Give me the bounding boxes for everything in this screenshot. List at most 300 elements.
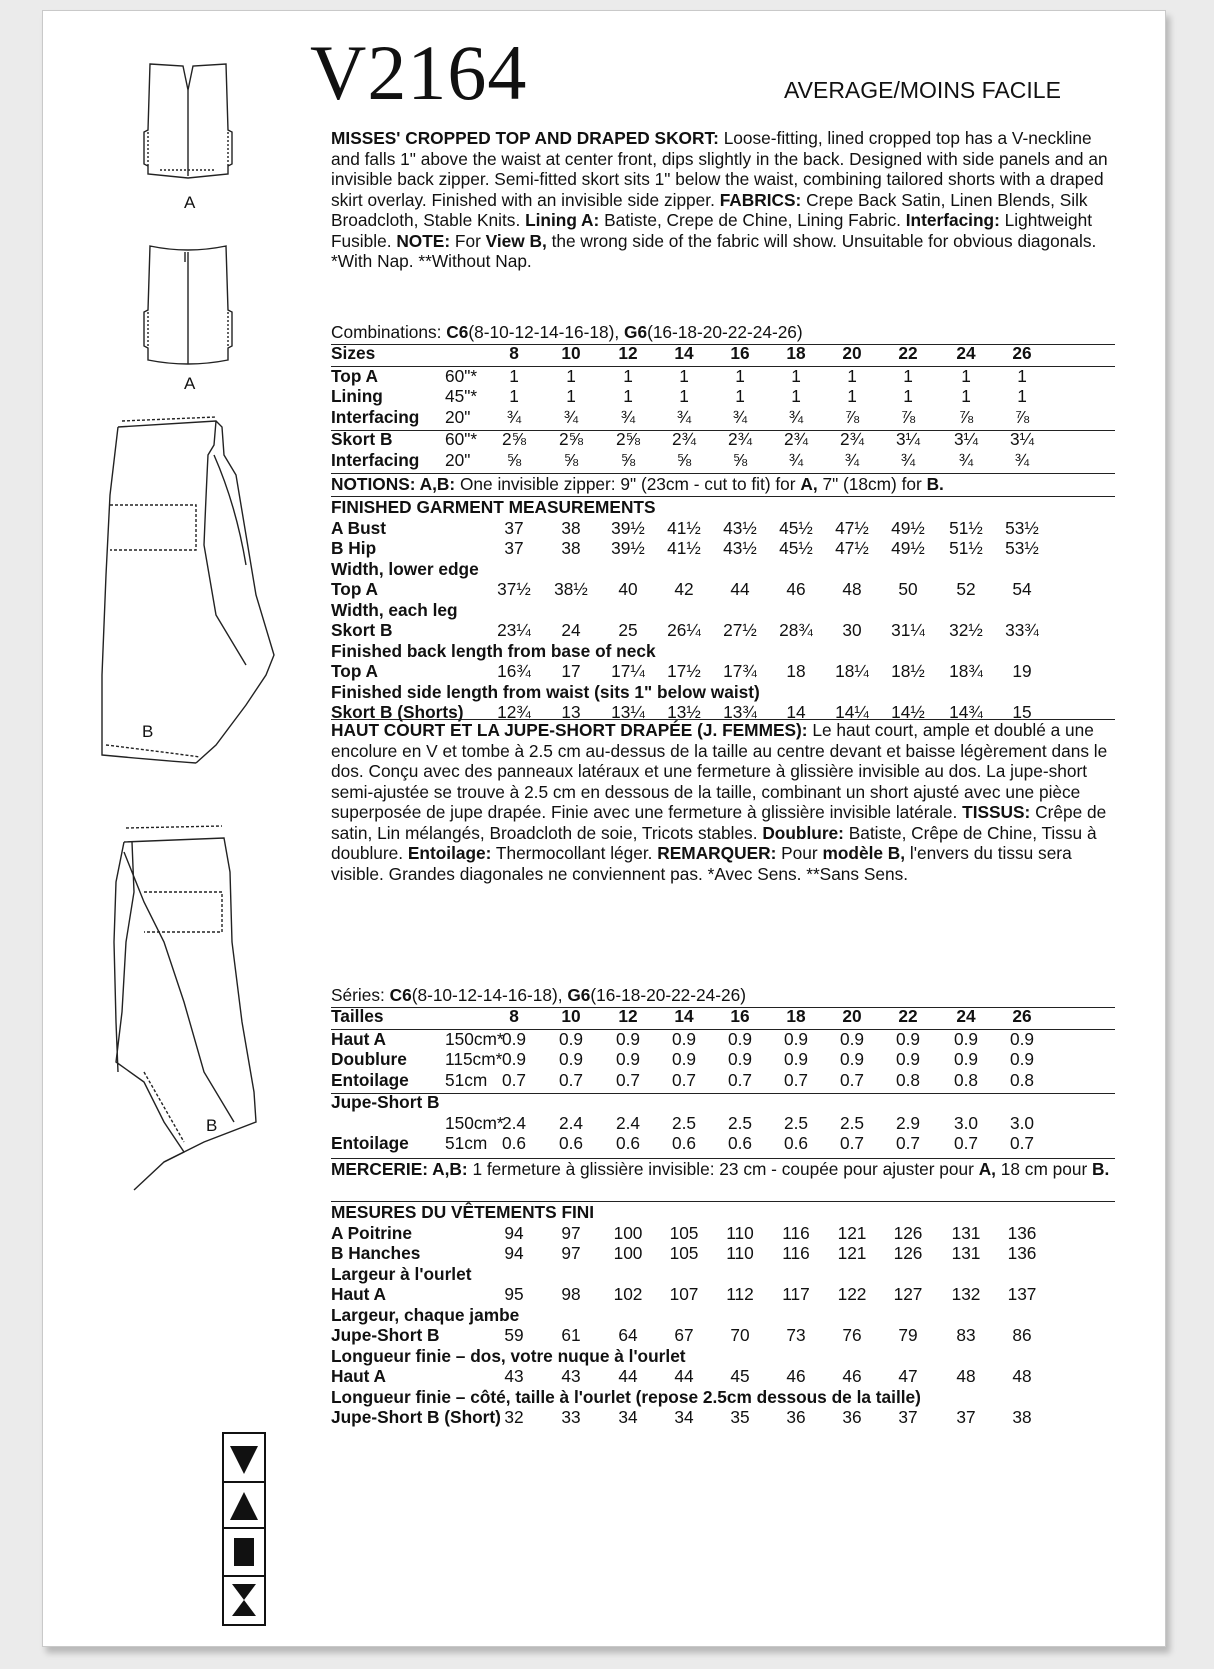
cell-value: 12 [618,1006,638,1026]
measurements-title [331,1202,1115,1223]
cell-value: 14¼ [835,702,869,722]
cell-value: 132 [951,1284,981,1304]
cell-value: 23¼ [497,620,531,640]
view-label-b-back: B [206,1116,218,1135]
cell-value: 1 [623,386,633,406]
cell-value: 1 [735,386,745,406]
measurement-row [331,518,1115,539]
french-description: HAUT COURT ET LA JUPE-SHORT DRAPÉE (J. FEMMES): Le haut court, ample et doublé a une encolure en V et tombe à 2.5 cm au-dessus de la taille au centre devant et baisse légèrement dans le dos. Conçu avec des panneaux latéraux et une fermeture à glissière invisible au dos. La jupe-short semi-ajustée se trouve à 2.5 cm en dessous de la taille, combinant un short ajusté avec une pièce superposée de jupe drapée. Finie avec une fermeture à glissière invisible latérale. TISSUS: Crêpe de satin, Lin mélangés, Broadcloth de soie, Tricots stables. Doublure: Batiste, Crêpe de Chine, Tissu à doublure. Entoilage: Thermocollant léger. REMARQUER: Pour modèle B, l'envers du tissu sera visible. Grandes diagonales ne conviennent pas. *Avec Sens. **Sans Sens. [331,720,1108,884]
cell-value: 0.9 [558,1049,584,1069]
sizes-header-row [331,343,1115,364]
cell-value: 47 [898,1366,918,1386]
cell-value: 105 [669,1243,699,1263]
row-label: Jupe-Short B (Short) [331,1407,501,1427]
cell-value: 1 [903,365,913,386]
cell-value: 0.7 [1009,1133,1035,1153]
cell-value: 47½ [835,517,869,538]
french-title: HAUT COURT ET LA JUPE-SHORT DRAPÉE (J. FEMMES): [331,720,808,740]
english-measurements-table [331,497,1115,723]
cell-value: 0.7 [839,1069,865,1090]
cell-value: ⅞ [900,406,916,427]
cell-value: 0.9 [501,1049,527,1069]
cell-value: ¾ [844,449,860,470]
cell-value: 2.5 [727,1112,753,1133]
cell-value: ¾ [788,449,804,470]
divider [331,344,1115,345]
difficulty-label: AVERAGE/MOINS FACILE [784,77,1061,103]
cell-value: 0.6 [615,1133,641,1153]
cell-value: 0.9 [727,1028,753,1049]
cell-value: ⅞ [844,406,860,427]
cell-value: 0.6 [671,1133,697,1153]
cell-value: 48 [956,1366,976,1386]
row-label: Haut A [331,1284,387,1304]
cell-value: 0.9 [671,1049,697,1069]
cell-value: 3¼ [895,429,921,449]
cell-value: 112 [726,1284,754,1304]
french-notions: MERCERIE: A,B: 1 fermeture à glissière invisible: 23 cm - coupée pour ajuster pour A, 18 cm pour B. [331,1159,1110,1179]
fabric-width: 51cm [445,1133,488,1153]
row-label: Skort B [331,429,393,449]
french-combinations: Séries: C6(8-10-12-14-16-18), G6(16-18-20-22-24-26) [331,985,747,1005]
cell-value: 51½ [949,538,983,558]
cell-value: 97 [561,1222,581,1243]
cell-value: 0.7 [671,1069,697,1090]
cell-value: 0.7 [727,1069,753,1090]
cell-value: 44 [674,1366,694,1386]
cell-value: 3¼ [953,429,979,449]
cell-value: 102 [613,1284,643,1304]
cell-value: 18¼ [835,661,869,681]
cell-value: 1 [847,386,857,406]
cell-value: ¾ [788,406,804,427]
cell-value: 2.4 [501,1112,527,1133]
cell-value: 8 [509,343,519,363]
cell-value: 13¼ [611,702,645,722]
cell-value: ⅞ [958,406,974,427]
cell-value: 37 [956,1407,976,1427]
cell-value: 38½ [554,579,588,599]
cell-value: 1 [903,386,913,406]
cell-value: ⅝ [506,449,522,470]
cell-value: 24 [561,620,581,640]
cell-value: 67 [674,1325,694,1345]
fabric-width: 60"* [445,429,478,449]
row-label: Top A [331,579,379,599]
cell-value: 131 [951,1222,981,1243]
cell-value: 0.8 [1009,1069,1035,1090]
cell-value: 116 [782,1243,810,1263]
fabric-width: 20" [445,449,471,470]
cell-value: ¾ [506,406,522,427]
cell-value: 0.9 [727,1049,753,1069]
cell-value: 64 [618,1325,638,1345]
cell-value: ¾ [1014,449,1030,470]
cell-value: 33¾ [1005,620,1039,640]
cell-value: 45½ [779,538,813,558]
cell-value: 15 [1012,702,1032,722]
row-label: A Poitrine [331,1222,412,1243]
cell-value: 27½ [723,620,757,640]
cell-value: 73 [786,1325,806,1345]
cell-value: 22 [898,1006,918,1026]
fabric-width: 150cm* [445,1028,504,1049]
cell-value: 37 [898,1407,918,1427]
cell-value: 13½ [667,702,701,722]
cell-value: 48 [1012,1366,1032,1386]
measurement-row [331,1284,1115,1305]
cell-value: 0.7 [615,1069,641,1090]
cell-value: 2.5 [783,1112,809,1133]
cell-value: 26¼ [667,620,701,640]
square-icon [234,1538,254,1566]
cell-value: 17¼ [611,661,645,681]
row-label: Finished back length from base of neck [331,640,656,661]
cell-value: 86 [1012,1325,1032,1345]
row-label: Haut A [331,1366,387,1386]
row-label: Width, each leg [331,599,458,620]
view-label-a-back: A [184,374,196,393]
cell-value: 41½ [667,517,701,538]
row-label: A Bust [331,517,387,538]
row-label: Top A [331,365,379,386]
cell-value: ¾ [676,406,692,427]
cell-value: 136 [1007,1222,1037,1243]
row-label: Entoilage [331,1133,409,1153]
cell-value: ⅝ [620,449,636,470]
cell-value: 117 [782,1284,810,1304]
cell-value: 45 [730,1366,750,1386]
cell-value: 10 [561,1006,581,1026]
cell-value: 0.9 [953,1028,979,1049]
cell-value: 14 [674,343,694,363]
row-label: Largeur, chaque jambe [331,1304,520,1325]
row-label: Sizes [331,343,376,363]
cell-value: 45½ [779,517,813,538]
cell-value: 42 [674,579,694,599]
cell-value: 50 [898,579,918,599]
cell-value: 1 [1017,365,1027,386]
cell-value: 0.6 [727,1133,753,1153]
cell-value: 2¾ [727,429,753,449]
cell-value: ⅝ [563,449,579,470]
cell-value: 131 [951,1243,981,1263]
measurement-row [331,579,1115,600]
cell-value: 16 [730,1006,750,1026]
cell-value: 44 [730,579,750,599]
cell-value: 0.9 [839,1028,865,1049]
cell-value: 0.7 [501,1069,527,1090]
pattern-symbols-box [222,1432,266,1626]
french-measurements-table [331,1202,1115,1428]
row-label: Entoilage [331,1069,409,1090]
cell-value: 39½ [611,517,645,538]
cell-value: 0.8 [895,1069,921,1090]
view-label-b-front: B [142,722,154,741]
cell-value: 47½ [835,538,869,558]
cell-value: 18½ [891,661,925,681]
view-a-front-sketch [128,56,248,186]
cell-value: 1 [961,386,971,406]
cell-value: ¾ [620,406,636,427]
row-label: Jupe-Short B [331,1092,440,1112]
cell-value: ¾ [563,406,579,427]
fabric-width: 60"* [445,365,478,386]
english-title: MISSES' CROPPED TOP AND DRAPED SKORT: [331,128,719,148]
cell-value: 16¾ [497,661,531,681]
english-description: MISSES' CROPPED TOP AND DRAPED SKORT: Loose-fitting, lined cropped top has a V-neckline and falls 1" above the waist at center front, dips slightly in the back. Designed with side panels and an invisible back zipper. Semi-fitted skort sits 1" below the waist, combining tailored shorts with a draped skirt overlay. Finished with an invisible side zipper. FABRICS: Crepe Back Satin, Linen Blends, Silk Broadcloth, Stable Knits. Lining A: Batiste, Crepe de Chine, Lining Fabric. Interfacing: Lightweight Fusible. NOTE: For View B, the wrong side of the fabric will show. Unsuitable for obvious diagonals. *With Nap. **Without Nap. [331,128,1108,271]
row-label: Jupe-Short B [331,1325,440,1345]
cell-value: 43 [561,1366,581,1386]
cell-value: 2¾ [783,429,809,449]
cell-value: 13 [561,702,581,722]
cell-value: 127 [893,1284,923,1304]
cell-value: 0.9 [953,1049,979,1069]
cell-value: 137 [1007,1284,1037,1304]
cell-value: 1 [791,386,801,406]
cell-value: 43½ [723,517,757,538]
cell-value: ¾ [900,449,916,470]
cell-value: 14½ [891,702,925,722]
cell-value: 0.9 [783,1028,809,1049]
cell-value: 95 [504,1284,524,1304]
cell-value: 16 [730,343,750,363]
cell-value: 76 [842,1325,862,1345]
cell-value: 98 [561,1284,581,1304]
cell-value: 53½ [1005,538,1039,558]
cell-value: 26 [1012,343,1032,363]
cell-value: 18¾ [949,661,983,681]
cell-value: ⅝ [676,449,692,470]
view-a-back-sketch [128,240,248,370]
measurement-row [331,1407,1115,1428]
cell-value: 40 [618,579,638,599]
row-label: Interfacing [331,406,420,427]
triangle-up-icon [230,1492,258,1520]
yardage-row [331,429,1115,450]
row-label: Largeur à l'ourlet [331,1263,472,1284]
cell-value: 2⅝ [615,429,641,449]
cell-value: 0.7 [953,1133,979,1153]
cell-value: 35 [730,1407,750,1427]
cell-value: 1 [623,365,633,386]
cell-value: 10 [561,343,581,363]
cell-value: 0.9 [558,1028,584,1049]
divider [331,430,1115,431]
cell-value: 0.8 [953,1069,979,1090]
cell-value: 1 [679,365,689,386]
cell-value: 18 [786,1006,806,1026]
hourglass-icon [232,1584,256,1616]
cell-value: 26 [1012,1006,1032,1026]
cell-value: 79 [898,1325,918,1345]
cell-value: 32 [504,1407,524,1427]
measurement-row [331,1305,1115,1326]
cell-value: 2.4 [558,1112,584,1133]
cell-value: 0.6 [783,1133,809,1153]
cell-value: 59 [504,1325,524,1345]
row-label: Longueur finie – côté, taille à l'ourlet (repose 2.5cm dessous de la taille) [331,1386,921,1407]
cell-value: 13¾ [723,702,757,722]
cell-value: 121 [837,1222,867,1243]
cell-value: 1 [566,386,576,406]
cell-value: 0.6 [501,1133,527,1153]
measurement-row [331,1223,1115,1244]
yardage-row [331,1070,1115,1091]
measurement-row [331,1264,1115,1285]
cell-value: 1 [566,365,576,386]
row-label: B Hip [331,538,377,558]
measurement-row [331,641,1115,662]
cell-value: 46 [786,1366,806,1386]
english-combinations: Combinations: C6(8-10-12-14-16-18), G6(16-18-20-22-24-26) [331,322,803,342]
cell-value: 2.5 [671,1112,697,1133]
cell-value: 2⅝ [558,429,584,449]
cell-value: 14¾ [949,702,983,722]
yardage-row [331,450,1115,471]
cell-value: 43 [504,1366,524,1386]
divider [331,1093,1115,1094]
yardage-row [331,386,1115,407]
row-label: Skort B [331,620,393,640]
cell-value: 0.9 [671,1028,697,1049]
cell-value: 32½ [949,620,983,640]
row-label: Lining [331,386,383,406]
measurement-row [331,1325,1115,1346]
cell-value: 52 [956,579,976,599]
cell-value: 2.4 [615,1112,641,1133]
cell-value: 1 [509,365,519,386]
cell-value: 97 [561,1243,581,1263]
cell-value: 18 [786,661,806,681]
cell-value: 0.9 [783,1049,809,1069]
row-label: Finished side length from waist (sits 1" below waist) [331,681,760,702]
measurement-row [331,600,1115,621]
yardage-row [331,1092,1115,1113]
cell-value: 0.9 [895,1049,921,1069]
cell-value: ¾ [958,449,974,470]
view-label-a-front: A [184,193,196,212]
divider [331,1029,1115,1030]
row-label: Doublure [331,1049,407,1069]
row-label: Tailles [331,1006,384,1026]
cell-value: 0.9 [615,1028,641,1049]
cell-value: 39½ [611,538,645,558]
row-label: Width, lower edge [331,558,479,579]
cell-value: 37 [504,517,524,538]
cell-value: 0.7 [839,1133,865,1153]
yardage-row [331,366,1115,387]
cell-value: 2.5 [839,1112,865,1133]
row-label: FINISHED GARMENT MEASUREMENTS [331,497,656,517]
cell-value: 25 [618,620,638,640]
cell-value: 107 [669,1284,699,1304]
cell-value: 37½ [497,579,531,599]
cell-value: 12¾ [497,702,531,722]
cell-value: 1 [735,365,745,386]
cell-value: 116 [782,1222,810,1243]
cell-value: 37 [504,538,524,558]
cell-value: 30 [842,620,862,640]
cell-value: 43½ [723,538,757,558]
english-yardage-table [331,343,1115,470]
cell-value: 51½ [949,517,983,538]
cell-value: 14 [786,702,806,722]
cell-value: 20 [842,1006,862,1026]
cell-value: 2¾ [839,429,865,449]
cell-value: 12 [618,343,638,363]
cell-value: 121 [837,1243,867,1263]
cell-value: 41½ [667,538,701,558]
measurement-row [331,559,1115,580]
cell-value: 0.9 [1009,1049,1035,1069]
divider [331,366,1115,367]
fabric-width: 20" [445,406,471,427]
cell-value: 2¾ [671,429,697,449]
measurement-row [331,1366,1115,1387]
cell-value: 136 [1007,1243,1037,1263]
cell-value: 19 [1012,661,1032,681]
sizes-header-row [331,1006,1115,1027]
fabric-width: 45"* [445,386,478,406]
measurement-row [331,1243,1115,1264]
cell-value: 2.9 [895,1112,921,1133]
cell-value: 0.9 [615,1049,641,1069]
cell-value: 126 [893,1222,923,1243]
cell-value: 53½ [1005,517,1039,538]
measurement-row [331,682,1115,703]
cell-value: 126 [893,1243,923,1263]
cell-value: 31¼ [891,620,925,640]
yardage-row [331,1113,1115,1134]
cell-value: 0.9 [501,1028,527,1049]
cell-value: 46 [786,579,806,599]
row-label: Interfacing [331,449,420,470]
cell-value: 2⅝ [501,429,527,449]
cell-value: 38 [1012,1407,1032,1427]
cell-value: 1 [961,365,971,386]
cell-value: 17¾ [723,661,757,681]
english-notions: NOTIONS: A,B: One invisible zipper: 9" (23cm - cut to fit) for A, 7" (18cm) for B. [331,474,944,494]
cell-value: 33 [561,1407,581,1427]
cell-value: 3.0 [1009,1112,1035,1133]
cell-value: 34 [674,1407,694,1427]
yardage-row [331,1133,1115,1154]
cell-value: 48 [842,579,862,599]
cell-value: 61 [561,1325,581,1345]
yardage-row [331,1029,1115,1050]
cell-value: 24 [956,343,976,363]
cell-value: 100 [613,1222,643,1243]
fabric-width: 150cm* [445,1112,504,1133]
cell-value: 83 [956,1325,976,1345]
cell-value: 18 [786,343,806,363]
measurement-row [331,538,1115,559]
cell-value: 94 [504,1243,524,1263]
cell-value: 46 [842,1366,862,1386]
cell-value: 22 [898,343,918,363]
cell-value: 105 [669,1222,699,1243]
cell-value: 49½ [891,538,925,558]
cell-value: 110 [726,1243,754,1263]
pattern-code: V2164 [310,29,528,116]
cell-value: 0.9 [895,1028,921,1049]
cell-value: 1 [791,365,801,386]
fabric-width: 115cm* [445,1049,503,1069]
cell-value: 34 [618,1407,638,1427]
cell-value: 1 [509,386,519,406]
divider [331,1007,1115,1008]
